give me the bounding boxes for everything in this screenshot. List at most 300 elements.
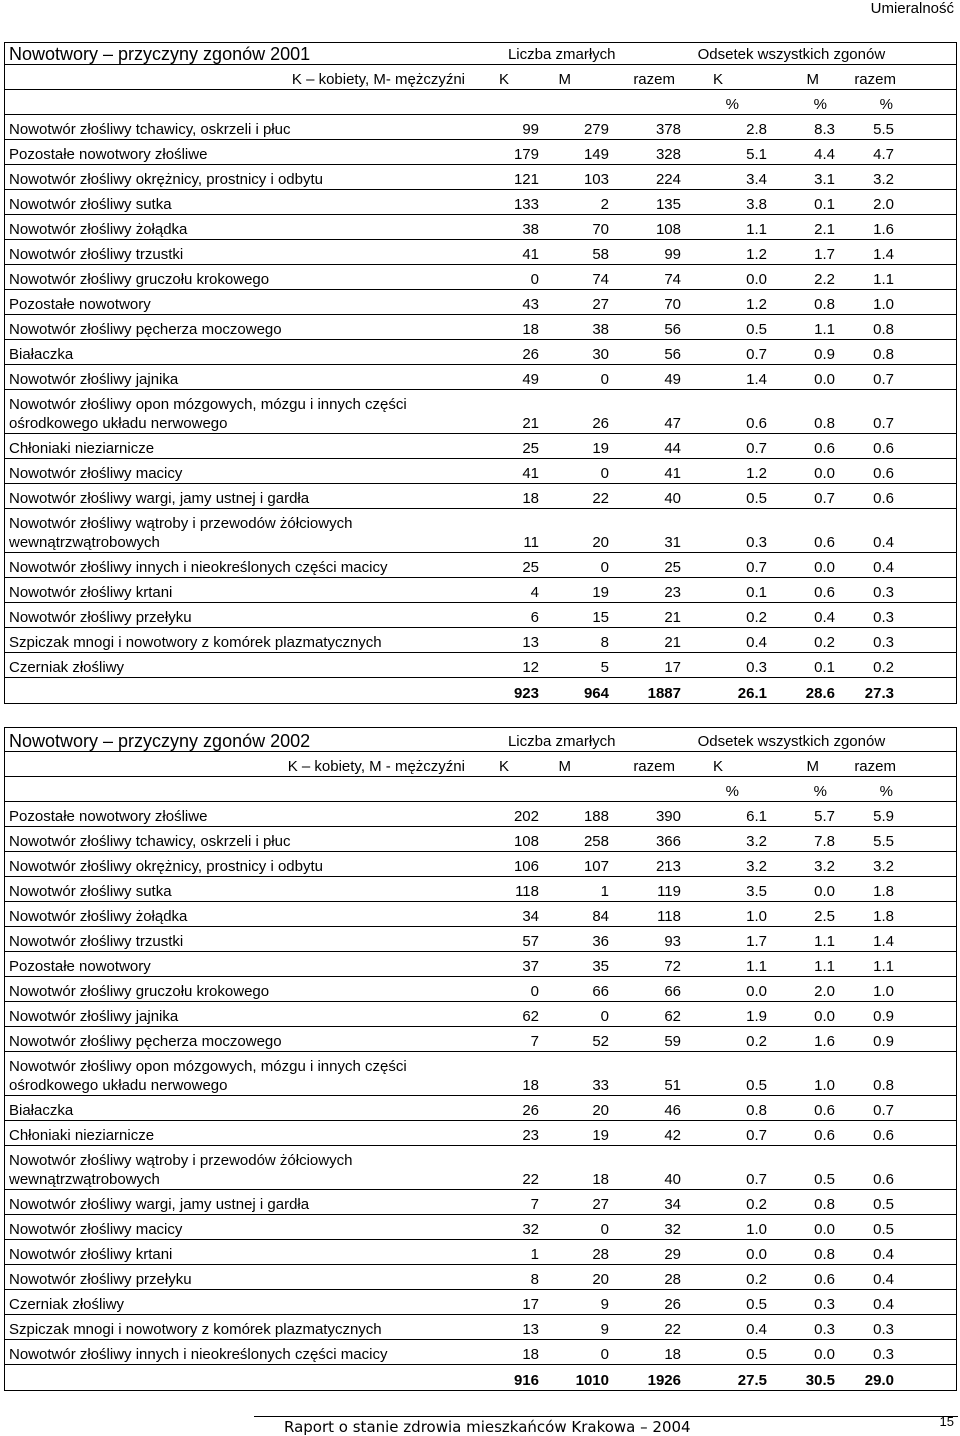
cause-name: Nowotwór złośliwy żołądka (9, 221, 188, 238)
percent-men: 0.0 (814, 1221, 835, 1238)
deaths-total: 32 (664, 1221, 681, 1238)
column-label-percent-men: M (806, 758, 819, 775)
cause-name: Nowotwór złośliwy macicy (9, 465, 183, 482)
cause-name: Nowotwór złośliwy okrężnicy, prostnicy i odbytu (9, 171, 323, 188)
table-row (5, 1146, 956, 1190)
deaths-total: 93 (664, 933, 681, 950)
deaths-total: 135 (655, 196, 681, 213)
deaths-women: 34 (522, 908, 539, 925)
deaths-men: 188 (583, 808, 609, 825)
percent-men: 1.0 (814, 1077, 835, 1094)
deaths-men: 20 (592, 1271, 609, 1288)
deaths-total: 224 (655, 171, 681, 188)
deaths-total: 51 (664, 1077, 681, 1094)
percent-women: 0.5 (746, 321, 767, 338)
percent-sign: % (813, 96, 827, 113)
percent-total: 0.6 (873, 440, 894, 457)
deaths-total: 47 (664, 415, 681, 432)
deaths-total: 366 (655, 833, 681, 850)
deaths-men: 35 (592, 958, 609, 975)
column-label-deaths-total: razem (633, 758, 675, 775)
cause-name: Nowotwór złośliwy pęcherza moczowego (9, 321, 282, 338)
table-row (5, 603, 956, 628)
column-label-percent-women: K (712, 758, 723, 775)
percent-women: 3.4 (746, 171, 767, 188)
deaths-men: 28 (592, 1246, 609, 1263)
table-row (5, 1215, 956, 1240)
section-title: Umieralność (870, 0, 954, 17)
cause-name: Nowotwór złośliwy innych i nieokreślonych części macicy (9, 559, 388, 576)
deaths-total: 25 (664, 559, 681, 576)
percent-total: 0.7 (873, 371, 894, 388)
table-row (5, 927, 956, 952)
percent-women: 0.7 (746, 1171, 767, 1188)
percent-women: 0.7 (746, 440, 767, 457)
cause-name: Chłoniaki nieziarnicze (9, 440, 155, 457)
percent-men: 5.7 (814, 808, 835, 825)
total-deaths-women: 923 (513, 685, 539, 702)
percent-men: 3.1 (814, 171, 835, 188)
cause-name: Nowotwór złośliwy opon mózgowych, mózgu i innych części ośrodkowego układu nerwowego (9, 1058, 407, 1094)
percent-women: 0.7 (746, 1127, 767, 1144)
percent-men: 2.2 (814, 271, 835, 288)
deaths-men: 66 (592, 983, 609, 1000)
cause-name: Czerniak złośliwy (9, 659, 125, 676)
deaths-total: 108 (655, 221, 681, 238)
deaths-total: 42 (664, 1127, 681, 1144)
cause-name: Czerniak złośliwy (9, 1296, 125, 1313)
cause-name: Białaczka (9, 1102, 74, 1119)
percent-total: 0.6 (873, 1127, 894, 1144)
deaths-men: 74 (592, 271, 609, 288)
percent-women: 5.1 (746, 146, 767, 163)
deaths-total: 72 (664, 958, 681, 975)
deaths-women: 106 (513, 858, 539, 875)
percent-men: 0.0 (814, 1346, 835, 1363)
cause-name: Nowotwór złośliwy przełyku (9, 1271, 192, 1288)
table-row (5, 1340, 956, 1365)
table-row (5, 509, 956, 553)
percent-women: 1.2 (746, 465, 767, 482)
percent-men: 7.8 (814, 833, 835, 850)
table-title-row (5, 43, 956, 65)
percent-total: 3.2 (873, 171, 894, 188)
cause-name: Nowotwór złośliwy żołądka (9, 908, 188, 925)
percent-women: 0.1 (746, 584, 767, 601)
table-row (5, 1027, 956, 1052)
cause-name: Nowotwór złośliwy wątroby i przewodów żółciowych wewnątrzwątrobowych (9, 515, 353, 551)
percent-men: 0.6 (814, 440, 835, 457)
percent-men: 0.8 (814, 415, 835, 432)
percent-total: 5.5 (873, 833, 894, 850)
deaths-men: 0 (600, 1221, 609, 1238)
table-row (5, 653, 956, 678)
percent-total: 5.5 (873, 121, 894, 138)
deaths-total: 46 (664, 1102, 681, 1119)
deaths-total: 119 (657, 883, 681, 900)
deaths-men: 38 (592, 321, 609, 338)
table-row (5, 434, 956, 459)
percent-women: 1.7 (746, 933, 767, 950)
cause-name: Pozostałe nowotwory złośliwe (9, 808, 208, 825)
deaths-women: 26 (522, 1102, 539, 1119)
table-row (5, 952, 956, 977)
deaths-men: 2 (600, 196, 609, 213)
percent-sign: % (725, 96, 739, 113)
percent-total: 0.9 (873, 1033, 894, 1050)
deaths-men: 0 (600, 559, 609, 576)
deaths-men: 84 (592, 908, 609, 925)
deaths-total: 118 (657, 908, 681, 925)
deaths-men: 0 (600, 1008, 609, 1025)
percent-women: 0.5 (746, 1346, 767, 1363)
percent-men: 0.1 (814, 196, 835, 213)
percent-total: 4.7 (873, 146, 894, 163)
cause-name: Pozostałe nowotwory (9, 958, 151, 975)
percent-sign: % (813, 783, 827, 800)
table-row (5, 553, 956, 578)
deaths-total: 213 (655, 858, 681, 875)
percent-women: 1.2 (746, 296, 767, 313)
percent-total: 0.8 (873, 321, 894, 338)
deaths-women: 21 (522, 415, 539, 432)
percent-total: 5.9 (873, 808, 894, 825)
column-label-percent-total: razem (854, 758, 896, 775)
deaths-men: 36 (592, 933, 609, 950)
deaths-women: 37 (522, 958, 539, 975)
cause-name: Nowotwór złośliwy gruczołu krokowego (9, 983, 270, 1000)
table-row (5, 1290, 956, 1315)
deaths-women: 13 (522, 1321, 539, 1338)
deaths-women: 22 (522, 1171, 539, 1188)
table-row (5, 1002, 956, 1027)
deaths-total: 56 (664, 321, 681, 338)
total-percent-total: 27.3 (864, 685, 894, 702)
column-header-row (5, 65, 956, 90)
cause-name: Nowotwór złośliwy trzustki (9, 933, 184, 950)
cause-name: Białaczka (9, 346, 74, 363)
percent-men: 0.6 (814, 1271, 835, 1288)
percent-women: 3.2 (746, 858, 767, 875)
percent-women: 0.5 (746, 490, 767, 507)
deaths-women: 179 (513, 146, 539, 163)
deaths-total: 378 (655, 121, 681, 138)
deaths-women: 49 (522, 371, 539, 388)
percent-women: 1.4 (746, 371, 767, 388)
percent-men: 1.1 (814, 958, 835, 975)
table-row (5, 315, 956, 340)
deaths-women: 7 (530, 1196, 539, 1213)
percent-men: 8.3 (814, 121, 835, 138)
deaths-total: 74 (664, 271, 681, 288)
column-label-deaths-total: razem (633, 71, 675, 88)
deaths-men: 26 (592, 415, 609, 432)
percent-men: 0.6 (814, 1102, 835, 1119)
deaths-total: 31 (664, 534, 681, 551)
deaths-men: 0 (600, 1346, 609, 1363)
percent-women: 0.3 (746, 659, 767, 676)
percent-women: 0.4 (746, 634, 767, 651)
percent-total: 0.6 (873, 465, 894, 482)
percent-women: 0.2 (746, 1033, 767, 1050)
percent-men: 0.8 (814, 296, 835, 313)
deaths-men: 18 (592, 1171, 609, 1188)
column-header-row (5, 752, 956, 777)
deaths-total: 41 (664, 465, 681, 482)
column-label-percent-men: M (806, 71, 819, 88)
deaths-women: 99 (522, 121, 539, 138)
percent-men: 1.1 (814, 321, 835, 338)
total-percent-women: 27.5 (737, 1372, 767, 1389)
deaths-men: 107 (583, 858, 609, 875)
deaths-women: 25 (522, 440, 539, 457)
total-percent-men: 30.5 (805, 1372, 835, 1389)
percent-men: 0.3 (814, 1321, 835, 1338)
deaths-women: 18 (522, 1077, 539, 1094)
cause-name: Szpiczak mnogi i nowotwory z komórek plazmatycznych (9, 1321, 382, 1338)
percent-men: 0.8 (814, 1246, 835, 1263)
deaths-men: 22 (592, 490, 609, 507)
deaths-total: 70 (664, 296, 681, 313)
cause-name: Nowotwór złośliwy wargi, jamy ustnej i gardła (9, 1196, 310, 1213)
deaths-total: 328 (655, 146, 681, 163)
deaths-total: 18 (664, 1346, 681, 1363)
deaths-total: 26 (664, 1296, 681, 1313)
percent-men: 0.0 (814, 465, 835, 482)
percent-men: 1.6 (814, 1033, 835, 1050)
percent-men: 0.6 (814, 534, 835, 551)
deaths-women: 118 (515, 883, 539, 900)
table-row (5, 1121, 956, 1146)
percent-total: 0.3 (873, 609, 894, 626)
percent-total: 0.3 (873, 1346, 894, 1363)
table-row (5, 365, 956, 390)
totals-row (5, 678, 956, 703)
percent-men: 0.0 (814, 883, 835, 900)
total-percent-men: 28.6 (805, 685, 835, 702)
percent-sign: % (879, 783, 893, 800)
cause-name: Nowotwór złośliwy gruczołu krokowego (9, 271, 270, 288)
deaths-total: 56 (664, 346, 681, 363)
deaths-total: 29 (664, 1246, 681, 1263)
deaths-men: 58 (592, 246, 609, 263)
deaths-women: 108 (513, 833, 539, 850)
deaths-men: 27 (592, 1196, 609, 1213)
percent-total: 0.2 (873, 659, 894, 676)
percent-women: 0.7 (746, 346, 767, 363)
deaths-men: 258 (583, 833, 609, 850)
deaths-men: 8 (600, 634, 609, 651)
group-header-percent: Odsetek wszystkich zgonów (697, 46, 886, 63)
cause-name: Nowotwór złośliwy trzustki (9, 246, 184, 263)
deaths-total: 28 (664, 1271, 681, 1288)
percent-women: 3.8 (746, 196, 767, 213)
deaths-women: 32 (522, 1221, 539, 1238)
cause-name: Nowotwór złośliwy tchawicy, oskrzeli i płuc (9, 121, 291, 138)
percent-men: 0.5 (814, 1171, 835, 1188)
deaths-total: 62 (664, 1008, 681, 1025)
percent-men: 0.4 (814, 609, 835, 626)
deaths-women: 25 (522, 559, 539, 576)
percent-men: 1.1 (814, 933, 835, 950)
percent-women: 0.4 (746, 1321, 767, 1338)
table-title: Nowotwory – przyczyny zgonów 2001 (9, 44, 311, 64)
percent-men: 0.0 (814, 1008, 835, 1025)
percent-unit-row (5, 90, 956, 115)
percent-total: 1.0 (873, 983, 894, 1000)
cause-name: Nowotwór złośliwy krtani (9, 584, 173, 601)
deaths-men: 103 (583, 171, 609, 188)
cause-name: Nowotwór złośliwy innych i nieokreślonych części macicy (9, 1346, 388, 1363)
percent-women: 0.3 (746, 534, 767, 551)
column-label-percent-total: razem (854, 71, 896, 88)
percent-total: 1.1 (873, 271, 894, 288)
cause-name: Nowotwór złośliwy jajnika (9, 371, 179, 388)
percent-women: 1.0 (746, 908, 767, 925)
percent-men: 0.9 (814, 346, 835, 363)
deaths-women: 121 (513, 171, 539, 188)
deaths-women: 11 (523, 534, 539, 551)
deaths-total: 66 (664, 983, 681, 1000)
percent-total: 1.6 (873, 221, 894, 238)
cause-name: Nowotwór złośliwy pęcherza moczowego (9, 1033, 282, 1050)
deaths-women: 1 (530, 1246, 539, 1263)
table-row (5, 1190, 956, 1215)
percent-women: 0.7 (746, 559, 767, 576)
column-label-deaths-men: M (558, 758, 571, 775)
percent-women: 0.2 (746, 609, 767, 626)
column-label-deaths-women: K (498, 71, 509, 88)
total-deaths-total: 1926 (647, 1372, 681, 1389)
cause-name: Nowotwór złośliwy sutka (9, 196, 172, 213)
column-label-percent-women: K (712, 71, 723, 88)
table-row (5, 290, 956, 315)
percent-total: 0.9 (873, 1008, 894, 1025)
percent-women: 0.0 (746, 1246, 767, 1263)
deaths-women: 17 (522, 1296, 539, 1313)
table-row (5, 578, 956, 603)
table-row (5, 1315, 956, 1340)
table-deaths-2001 (4, 42, 957, 704)
table-row (5, 827, 956, 852)
percent-total: 0.6 (873, 490, 894, 507)
percent-total: 0.4 (873, 534, 894, 551)
deaths-women: 133 (513, 196, 539, 213)
table-row (5, 140, 956, 165)
deaths-total: 21 (664, 634, 681, 651)
deaths-total: 40 (664, 1171, 681, 1188)
percent-total: 0.4 (873, 1246, 894, 1263)
page-number: 15 (939, 1414, 954, 1429)
deaths-men: 15 (592, 609, 609, 626)
percent-women: 0.5 (746, 1077, 767, 1094)
cause-name: Nowotwór złośliwy krtani (9, 1246, 173, 1263)
cause-name: Pozostałe nowotwory złośliwe (9, 146, 208, 163)
deaths-women: 13 (522, 634, 539, 651)
deaths-total: 40 (664, 490, 681, 507)
percent-women: 0.2 (746, 1196, 767, 1213)
deaths-total: 21 (664, 609, 681, 626)
percent-men: 0.6 (814, 584, 835, 601)
cause-name: Nowotwór złośliwy wątroby i przewodów żółciowych wewnątrzwątrobowych (9, 1152, 353, 1188)
footer-divider (254, 1416, 958, 1417)
percent-women: 0.8 (746, 1102, 767, 1119)
deaths-men: 0 (600, 371, 609, 388)
deaths-men: 5 (600, 659, 609, 676)
table-row (5, 802, 956, 827)
deaths-total: 34 (664, 1196, 681, 1213)
percent-men: 0.6 (814, 1127, 835, 1144)
percent-women: 2.8 (746, 121, 767, 138)
percent-men: 3.2 (814, 858, 835, 875)
cause-name: Nowotwór złośliwy jajnika (9, 1008, 179, 1025)
table-row (5, 852, 956, 877)
deaths-men: 9 (600, 1296, 609, 1313)
percent-total: 0.7 (873, 1102, 894, 1119)
table-row (5, 390, 956, 434)
percent-sign: % (879, 96, 893, 113)
percent-women: 0.0 (746, 271, 767, 288)
table-row (5, 1096, 956, 1121)
deaths-women: 23 (522, 1127, 539, 1144)
deaths-women: 8 (530, 1271, 539, 1288)
percent-total: 0.4 (873, 1271, 894, 1288)
footer-text: Raport o stanie zdrowia mieszkańców Krakowa – 2004 (284, 1418, 691, 1436)
percent-women: 0.5 (746, 1296, 767, 1313)
total-percent-total: 29.0 (864, 1372, 894, 1389)
percent-men: 0.3 (814, 1296, 835, 1313)
cause-name: Szpiczak mnogi i nowotwory z komórek plazmatycznych (9, 634, 382, 651)
deaths-men: 149 (583, 146, 609, 163)
total-deaths-men: 1010 (575, 1372, 609, 1389)
deaths-men: 52 (592, 1033, 609, 1050)
percent-women: 1.1 (746, 221, 767, 238)
table-row (5, 240, 956, 265)
deaths-men: 70 (592, 221, 609, 238)
percent-women: 0.2 (746, 1271, 767, 1288)
percent-total: 1.4 (873, 933, 894, 950)
percent-total: 1.8 (873, 883, 894, 900)
percent-men: 0.0 (814, 371, 835, 388)
deaths-total: 99 (664, 246, 681, 263)
deaths-total: 49 (664, 371, 681, 388)
percent-total: 0.6 (873, 1171, 894, 1188)
table-row (5, 340, 956, 365)
cause-name: Nowotwór złośliwy wargi, jamy ustnej i gardła (9, 490, 310, 507)
group-header-deaths: Liczba zmarłych (507, 733, 616, 750)
deaths-men: 20 (592, 1102, 609, 1119)
deaths-women: 26 (522, 346, 539, 363)
percent-total: 0.3 (873, 584, 894, 601)
percent-men: 0.8 (814, 1196, 835, 1213)
deaths-women: 62 (522, 1008, 539, 1025)
cause-name: Nowotwór złośliwy opon mózgowych, mózgu i innych części ośrodkowego układu nerwowego (9, 396, 407, 432)
deaths-men: 33 (592, 1077, 609, 1094)
table-row (5, 215, 956, 240)
table-row (5, 484, 956, 509)
cause-name: Nowotwór złośliwy tchawicy, oskrzeli i płuc (9, 833, 291, 850)
table-row (5, 115, 956, 140)
column-label-deaths-women: K (498, 758, 509, 775)
percent-total: 0.8 (873, 346, 894, 363)
table-title: Nowotwory – przyczyny zgonów 2002 (9, 731, 311, 751)
group-header-deaths: Liczba zmarłych (507, 46, 616, 63)
deaths-men: 1 (600, 883, 609, 900)
cause-name: Nowotwór złośliwy sutka (9, 883, 172, 900)
percent-women: 3.5 (746, 883, 767, 900)
cause-name: Pozostałe nowotwory (9, 296, 151, 313)
total-deaths-men: 964 (583, 685, 609, 702)
